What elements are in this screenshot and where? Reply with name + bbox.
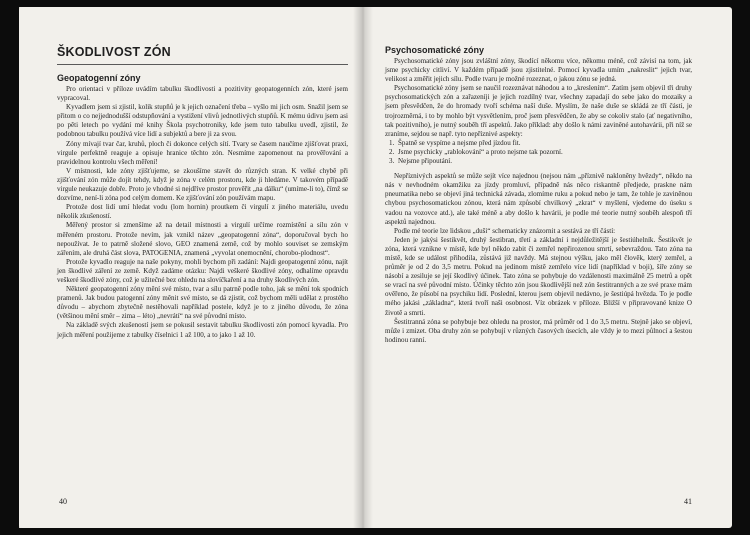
chapter-title: ŠKODLIVOST ZÓN [57, 45, 348, 65]
paragraph: Psychosomatické zóny jsou zvláštní zóny, škodící někomu více, někomu méně, což závisí na tom, jak jsme psychicky citliví. V každém případě jsou zjistitelné. Pomocí kyvadla umím „nakreslit“ jejich tvar, velikost a změřit jejich sílu. Podle tvaru je možné rozeznat, o jakou zónu se jedná. [385, 57, 692, 84]
page-number-right: 41 [684, 497, 692, 506]
section-title-psychosomatic: Psychosomatické zóny [385, 45, 485, 55]
page-number-left: 40 [59, 497, 67, 506]
left-page [19, 7, 363, 528]
paragraph: Kyvadlem jsem si zjistil, kolik stupňů je k jejich označení třeba – vyšlo mi jich osm. Snažil jsem se přitom o co nejjednodušší odstupňování a vystižení vlivů jednotlivých stupňů. K mému údivu jsem asi po pěti letech po vydání mé knihy Škola psychotroniky, kde jsem tuto tabulku uvedl, zjistil, že podobnou tabulku používá více lidí a subjektů a bere ji za svou. [57, 103, 348, 139]
paragraph: Měřený prostor si zmenšíme až na detail místnosti a virgulí určíme rozmístění a sílu zón v měřeném prostoru. Protože nevím, jak vznikl název „geopatogenní zóna“, doporučoval bych ho nepoužívat. Je to patrně složené slovo, GEO znamená země, což by mohlo souviset se zemským zářením, ale druhá část slova, PATOGENIA, znamená „vyvolat onemocnění, chorobo-plodnost“. [57, 221, 348, 257]
paragraph: Protože dost lidí umí hledat vodu (lom hornin) proutkem či virgulí z jiného materiálu, uvedu několik zkušeností. [57, 203, 348, 221]
paragraph: Pro orientaci v příloze uvádím tabulku škodlivosti a pozitivity geopatogenních zón, které jsem vypracoval. [57, 85, 348, 103]
list-item: 2. Jsme psychicky „rablokování“ a proto nejsme tak pozorní. [396, 148, 692, 157]
paragraph: Jeden je jakýsi šestikvět, druhý šestibran, třetí a základní i nejdůležitější je šestiúhelník. Šestikvět je zóna, která vznikne v místě, kde byl někdo zabit či zemřel nepřirozenou smrtí, sebevraždou. Tato zóna na místě, kde se událost přihodila, zůstává již navždy. Má stejnou výšku, jako měl člověk, který zemřel, a průměr je od 2 do 3,5 metru. Pokud na jedinom místě zemřelo více lidí (například v boji), šíře zóny se násobí a zesiluje se její škodlivý účinek. Tato zóna se pohybuje do vzdálenosti maximálně 25 metrů a opět se vrací na své původní místo. Účinky těchto zón jsou škodlivější než zón šestitranných a ze své praxe mám ověřeno, že působí na psychiku lidí. Poslední, kterou jsem objevil nedávno, je šestiúpá hvězda. To je podle mého jakási „základna“, která tvoří naši osobnost. Víz obrázek v příloze. Bližší v připravované knize O životě a smrti. [385, 235, 692, 317]
paragraph: Psychosomatické zóny jsem se naučil rozeznávat náhodou a to „kreslením“. Zatím jsem objevil tři druhy psychosomatických zón a zařazeníji je jejich rozdílný tvar, všechny zapadají do sebe jako do mozaiky a jsem přesvědčen, že do hromady tvoří schéma naší duše. Myslím, že naše duše se skládá ze tří částí, je trojrozměrná, i to by mohlo být vysvětlením, proč jsem přesvědčen, že aby se cokoliv stalo (ať negativního, tak pozitivního), je nutný souběh tří aspektů. Jako příklad: aby došlo k námi zaviněné autohavárii, při níž se zraníme, sejdou se např. tyto nepříznivé aspekty: [385, 84, 692, 138]
paragraph: V místnosti, kde zóny zjišťujeme, se zkoušíme stavět do různých stran. K velké chybě při zjišťování zón může dojít tehdy, když je zóna v celém prostoru, kde ji hledáme. V takovém případě virgule neukazuje dobře. Proto je vhodné si nejdříve prostor prověřit „na dálku“ (umíme-li to), čímž se dozvíme, není-li zóna pod celým domem. Ke zjišťování zón používám mapu. [57, 166, 348, 203]
paragraph: Protože kyvadlo reaguje na naše pokyny, mohli bychom při zadání: Najdi geopatogenní zónu, najít jen škodlivé záření ze země. Když zadáme otázku: Najdi veškeré škodlivé zóny, odhalíme opravdu veškeré škodlivé zóny, což je užitečné bez ohledu na slovíčkaření a na druhy škodlivých zón. [57, 257, 348, 284]
paragraph: Podle mé teorie lze lidskou „duši“ schematicky znázornit a sestává ze tří částí: [394, 226, 616, 235]
paragraph: Nepříznivých aspektů se může sejít více najednou (nejsou nám „příznivě nakloněny hvězdy“, někdo na nás v nevhodném okamžiku za jízdy promluví, případně nás něco riskantně předjede, praskne nám pneumatika nebo se objeví jiná technická závada, zlomíme ruku a pokud nebo je tam, že tohle je zaviněnou chybou psychosomatickou zónou, která nám způsobí chvilkový „zkrat“ v myšlení, vjedeme do úseku s vadou na vozovce atd.), ale také méně a aby došlo k havárii, je podle mé teorie nutný souběh alespoň tří aspektů najednou. [385, 172, 692, 226]
left-body-text [57, 85, 348, 340]
right-body-text [385, 57, 692, 345]
list-item: 1. Špatně se vyspíme a nejsme před jízdou fit. [396, 139, 692, 148]
section-title-geopathogenic: Geopatogenní zóny [57, 73, 141, 83]
paragraph: Na základě svých zkušeností jsem se pokusil sestavit tabulku škodlivosti zón pomocí kyvadla. Pro jejich měření použijeme z tabulky číselnici 1 až 100, a to jako 1 až 10. [57, 321, 348, 339]
paragraph: Zóny mívají tvar čar, kruhů, ploch či dokonce celých sítí. Tvary se časem naučíme zjišťovat praxí, virgule perfektně reaguje a opisuje hranice těchto zón. Nesmíme zapomenout na prověřování a pravidelnou kontrolu všech měření! [57, 139, 348, 166]
right-page [363, 7, 732, 528]
paragraph: Šestitranná zóna se pohybuje bez ohledu na prostor, má průměr od 1 do 3,5 metru. Stejně jako se objeví, může i zmizet. Oba druhy zón se pohybují v různých časových úsecích, ale vždy je to mezi půlnocí a šestou hodinou ranní. [385, 317, 692, 344]
list-item: 3. Nejsme připoutání. [396, 157, 692, 166]
paragraph: Některé geopatogenní zóny mění své místo, tvar a sílu patrně podle toho, jak se mění tok spodních pramenů. Jak budou patogenní zóny měnit své místo, se dá zjistit, což bychom měli udělat z prostého důvodu – abychom zbytečně nestěhovali například postele, když je to z jiného důvodu, že zóna (většinou mění směr – zima – léto) „nevrátí“ na své původní místo. [57, 285, 348, 321]
aspect-list [385, 139, 692, 166]
